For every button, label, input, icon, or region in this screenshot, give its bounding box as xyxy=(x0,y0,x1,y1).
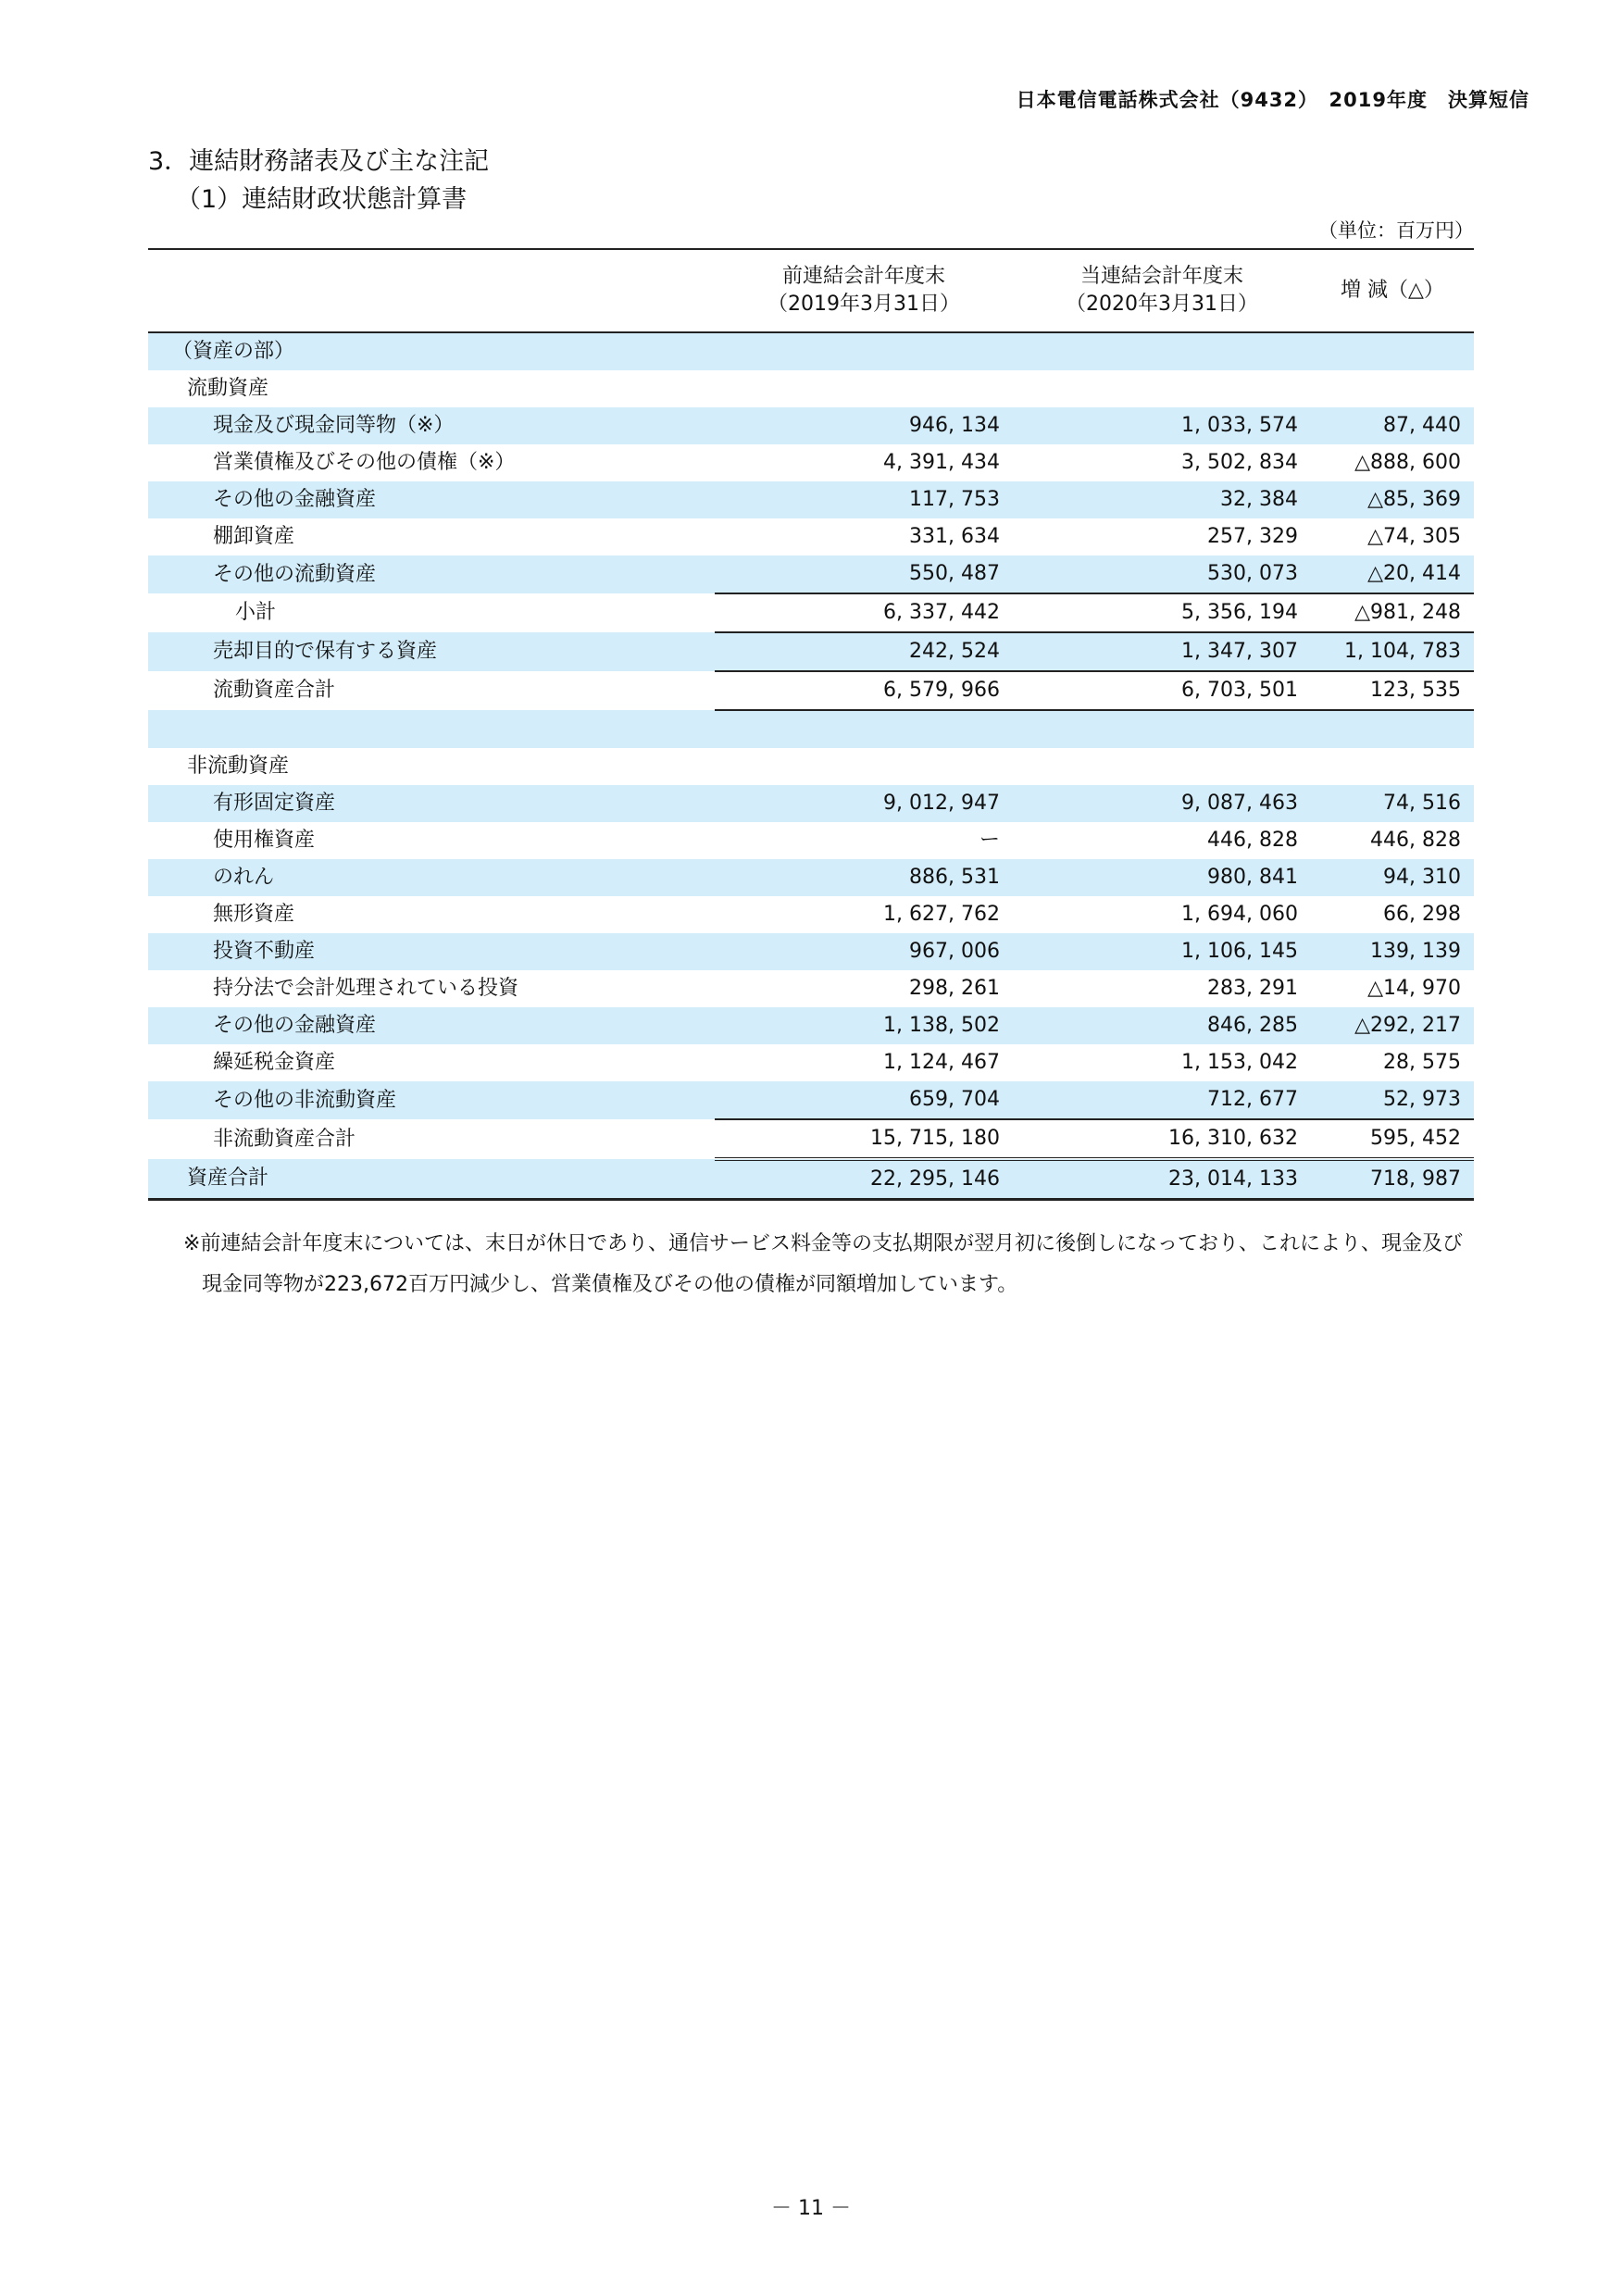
row-diff: 595, 452 xyxy=(1311,1119,1474,1159)
header-prev-period xyxy=(715,249,1013,332)
row-diff: △292, 217 xyxy=(1311,1007,1474,1044)
row-curr: 16, 310, 632 xyxy=(1013,1119,1311,1159)
table-row xyxy=(148,518,1474,555)
header-prev-line1: 前連結会計年度末 xyxy=(781,265,945,288)
row-prev xyxy=(715,748,1013,785)
row-prev: ー xyxy=(979,829,1000,852)
row-label: その他の非流動資産 xyxy=(148,1081,715,1119)
header-curr-line1: 当連結会計年度末 xyxy=(1079,265,1243,288)
row-label: 棚卸資産 xyxy=(213,525,295,548)
table-row xyxy=(148,1081,1474,1119)
header-diff: 増 減（△） xyxy=(1311,249,1474,332)
row-diff: 446, 828 xyxy=(1370,829,1461,852)
row-label: 売却目的で保有する資産 xyxy=(148,632,715,671)
spacer-row xyxy=(148,710,1474,748)
row-curr: 846, 285 xyxy=(1013,1007,1311,1044)
page-number: － 11 － xyxy=(771,2197,851,2220)
row-label: のれん xyxy=(148,859,715,896)
row-label xyxy=(148,710,715,748)
row-curr xyxy=(1013,370,1311,407)
row-diff: 123, 535 xyxy=(1311,671,1474,710)
balance-sheet-table xyxy=(148,248,1474,1201)
row-prev: 15, 715, 180 xyxy=(715,1119,1013,1159)
row-diff: △74, 305 xyxy=(1367,525,1461,548)
table-row xyxy=(148,1044,1474,1081)
table-row xyxy=(148,407,1474,444)
header-curr-line2: （2020年3月31日） xyxy=(1066,293,1258,316)
table-row xyxy=(148,822,1474,859)
table-row xyxy=(148,444,1474,481)
row-curr: 23, 014, 133 xyxy=(1013,1159,1311,1200)
row-label: 流動資産合計 xyxy=(213,679,336,702)
header-label-cell xyxy=(148,249,715,332)
row-curr xyxy=(1013,332,1311,370)
row-diff: 28, 575 xyxy=(1383,1051,1461,1074)
row-prev: 117, 753 xyxy=(715,481,1013,518)
row-prev: 946, 134 xyxy=(715,407,1013,444)
row-diff xyxy=(1311,710,1474,748)
row-curr: 446, 828 xyxy=(1207,829,1298,852)
table-row xyxy=(148,896,1474,933)
row-diff: 87, 440 xyxy=(1311,407,1474,444)
row-label: 有形固定資産 xyxy=(148,785,715,822)
header-prev-line2: （2019年3月31日） xyxy=(767,293,960,316)
row-diff xyxy=(1311,332,1474,370)
row-prev: 22, 295, 146 xyxy=(715,1159,1013,1200)
row-label: 現金及び現金同等物（※） xyxy=(148,407,715,444)
row-prev: 4, 391, 434 xyxy=(883,451,1000,474)
row-diff: △20, 414 xyxy=(1311,555,1474,593)
sub-title: （1）連結財政状態計算書 xyxy=(176,185,468,214)
row-diff: 94, 310 xyxy=(1311,859,1474,896)
row-diff: 52, 973 xyxy=(1311,1081,1474,1119)
row-curr: 283, 291 xyxy=(1207,977,1298,1000)
row-label: 繰延税金資産 xyxy=(213,1051,336,1074)
table-header-row xyxy=(148,249,1474,332)
row-curr: 1, 106, 145 xyxy=(1013,933,1311,970)
total-row xyxy=(148,1119,1474,1159)
row-label: 小計 xyxy=(235,601,277,624)
grand-total-row xyxy=(148,1159,1474,1200)
row-label: 非流動資産合計 xyxy=(213,1127,356,1151)
row-prev: 1, 124, 467 xyxy=(883,1051,1000,1074)
row-diff: △85, 369 xyxy=(1311,481,1474,518)
header-curr-period xyxy=(1013,249,1311,332)
table-row xyxy=(148,481,1474,518)
row-curr: 1, 694, 060 xyxy=(1181,903,1298,926)
row-prev: 967, 006 xyxy=(715,933,1013,970)
row-diff: △888, 600 xyxy=(1354,451,1461,474)
row-curr: 1, 347, 307 xyxy=(1013,632,1311,671)
row-prev: 886, 531 xyxy=(715,859,1013,896)
unit-label: （単位：百万円） xyxy=(1318,219,1474,242)
row-label: 使用権資産 xyxy=(213,829,316,852)
row-diff: 139, 139 xyxy=(1311,933,1474,970)
table-row xyxy=(148,632,1474,671)
row-curr: 257, 329 xyxy=(1207,525,1298,548)
row-prev: 242, 524 xyxy=(715,632,1013,671)
row-label: 非流動資産 xyxy=(187,755,290,778)
table-row xyxy=(148,933,1474,970)
row-prev xyxy=(715,710,1013,748)
row-label: その他の金融資産 xyxy=(148,481,715,518)
row-diff xyxy=(1311,748,1474,785)
row-label: 流動資産 xyxy=(187,377,269,400)
section-title: 3．連結財務諸表及び主な注記 xyxy=(148,147,490,176)
footnote: ※前連結会計年度末については、末日が休日であり、通信サービス料金等の支払期限が翌月初に後倒しになっており、これにより、現金及び現金同等物が223,672百万円減少し、営業債権及びその他の債権が同額増加しています。 xyxy=(183,1232,1463,1296)
row-diff: △14, 970 xyxy=(1367,977,1461,1000)
row-label: 資産合計 xyxy=(148,1159,715,1200)
row-label: 無形資産 xyxy=(213,903,295,926)
table-row xyxy=(148,1007,1474,1044)
row-curr xyxy=(1013,748,1311,785)
row-curr: 1, 033, 574 xyxy=(1013,407,1311,444)
row-label: 営業債権及びその他の債権（※） xyxy=(213,451,516,474)
row-curr: 6, 703, 501 xyxy=(1013,671,1311,710)
row-label: 投資不動産 xyxy=(148,933,715,970)
row-prev: 9, 012, 947 xyxy=(715,785,1013,822)
row-prev: 550, 487 xyxy=(715,555,1013,593)
document-header: 日本電信電話株式会社（9432） 2019年度 決算短信 xyxy=(1016,89,1529,111)
row-label: （資産の部） xyxy=(148,332,715,370)
row-diff: △981, 248 xyxy=(1311,593,1474,632)
total-row xyxy=(148,671,1474,710)
row-prev: 6, 337, 442 xyxy=(715,593,1013,632)
table-row xyxy=(148,859,1474,896)
row-curr xyxy=(1013,710,1311,748)
table-row xyxy=(148,332,1474,370)
row-prev xyxy=(715,370,1013,407)
row-curr: 9, 087, 463 xyxy=(1013,785,1311,822)
row-diff: 1, 104, 783 xyxy=(1311,632,1474,671)
row-diff xyxy=(1311,370,1474,407)
row-label: その他の金融資産 xyxy=(148,1007,715,1044)
row-diff: 66, 298 xyxy=(1383,903,1461,926)
table-row xyxy=(148,785,1474,822)
subtotal-row xyxy=(148,593,1474,632)
table-row xyxy=(148,370,1474,407)
row-prev: 6, 579, 966 xyxy=(715,671,1013,710)
row-prev: 298, 261 xyxy=(909,977,1000,1000)
table-row xyxy=(148,748,1474,785)
row-prev: 1, 138, 502 xyxy=(715,1007,1013,1044)
row-curr: 1, 153, 042 xyxy=(1181,1051,1298,1074)
row-curr: 712, 677 xyxy=(1013,1081,1311,1119)
row-label: 持分法で会計処理されている投資 xyxy=(213,977,519,1000)
row-curr: 980, 841 xyxy=(1013,859,1311,896)
row-prev: 659, 704 xyxy=(715,1081,1013,1119)
row-prev: 331, 634 xyxy=(909,525,1000,548)
row-curr: 5, 356, 194 xyxy=(1013,593,1311,632)
row-curr: 530, 073 xyxy=(1013,555,1311,593)
row-diff: 718, 987 xyxy=(1311,1159,1474,1200)
row-label: その他の流動資産 xyxy=(148,555,715,593)
row-prev xyxy=(715,332,1013,370)
row-curr: 32, 384 xyxy=(1013,481,1311,518)
table-row xyxy=(148,970,1474,1007)
table-row xyxy=(148,555,1474,593)
row-curr: 3, 502, 834 xyxy=(1181,451,1298,474)
row-diff: 74, 516 xyxy=(1311,785,1474,822)
row-prev: 1, 627, 762 xyxy=(883,903,1000,926)
